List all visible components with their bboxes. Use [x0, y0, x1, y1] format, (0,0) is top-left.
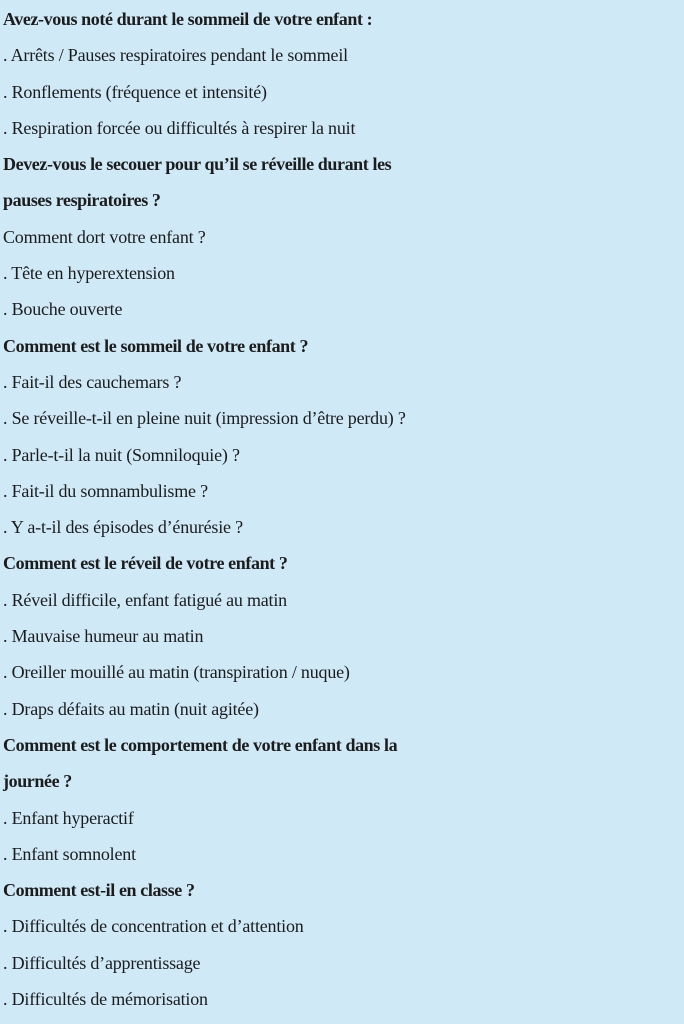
question-heading: Comment est le sommeil de votre enfant ?	[3, 335, 309, 356]
question-item: . Y a-t-il des épisodes d’énurésie ?	[3, 517, 243, 538]
question-heading: Avez-vous noté durant le sommeil de votre enfant :	[3, 9, 373, 29]
question-item: . Fait-il des cauchemars ?	[3, 371, 182, 392]
question-item: . Difficultés d’apprentissage	[3, 952, 201, 973]
question-item: . Tête en hyperextension	[3, 263, 175, 284]
question-heading: Comment est-il en classe ?	[3, 880, 195, 901]
question-item: . Respiration forcée ou difficultés à respirer la nuit	[3, 117, 356, 138]
question-item: . Bouche ouverte	[3, 299, 123, 320]
question-item: . Ronflements (fréquence et intensité)	[3, 81, 267, 102]
question-item: . Parle-t-il la nuit (Somniloquie) ?	[3, 444, 240, 465]
question-item: . Fait-il du somnambulisme ?	[3, 480, 208, 501]
question-item: . Mauvaise humeur au matin	[3, 626, 204, 647]
question-item: Comment dort votre enfant ?	[3, 226, 206, 247]
question-item: . Oreiller mouillé au matin (transpiration / nuque)	[3, 662, 350, 683]
question-heading: pauses respiratoires ?	[3, 190, 161, 211]
question-item: . Se réveille-t-il en pleine nuit (impression d’être perdu) ?	[3, 408, 406, 429]
question-item: . Draps défaits au matin (nuit agitée)	[3, 698, 259, 719]
question-item: . Enfant somnolent	[3, 843, 136, 864]
question-item: . Difficultés de mémorisation	[3, 989, 208, 1010]
question-heading: journée ?	[3, 771, 72, 792]
question-heading: Comment est le réveil de votre enfant ?	[3, 553, 288, 574]
question-item: . Arrêts / Pauses respiratoires pendant le sommeil	[3, 45, 348, 66]
question-heading: Comment est le comportement de votre enfant dans la	[3, 734, 398, 755]
question-item: . Réveil difficile, enfant fatigué au matin	[3, 589, 287, 610]
question-heading: Devez-vous le secouer pour qu’il se réveille durant les	[3, 154, 392, 175]
question-item: . Enfant hyperactif	[3, 807, 134, 828]
question-item: . Difficultés de concentration et d’attention	[3, 916, 304, 937]
